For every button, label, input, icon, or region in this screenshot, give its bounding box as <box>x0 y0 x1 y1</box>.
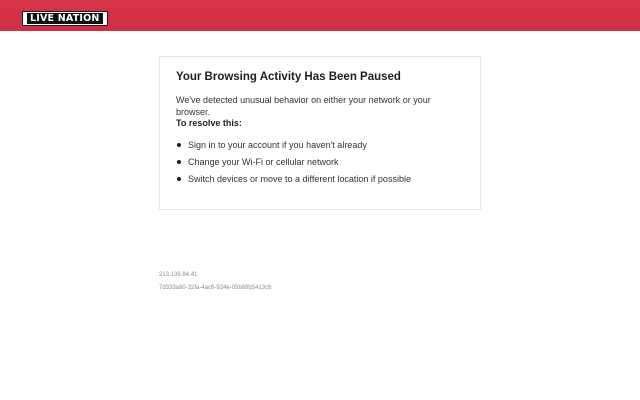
list-item <box>176 140 411 157</box>
step-text: Switch devices or move to a different location if possible <box>188 174 411 184</box>
ip-address: 213.136.84.41 <box>159 272 198 278</box>
step-text: Change your Wi-Fi or cellular network <box>188 157 339 167</box>
bullet-icon <box>177 177 181 181</box>
reference-id: 7d333a80-32fa-4ac6-924e-05b89b5413c6 <box>159 285 272 291</box>
logo-text: LIVE NATION <box>27 13 103 24</box>
list-item <box>176 157 411 174</box>
bullet-icon <box>177 160 181 164</box>
paused-notice-card <box>159 56 481 210</box>
card-message: We've detected unusual behavior on either your network or your browser. <box>176 95 431 117</box>
resolve-heading: To resolve this: <box>176 118 242 128</box>
card-title: Your Browsing Activity Has Been Paused <box>176 71 401 83</box>
step-text: Sign in to your account if you haven't already <box>188 140 367 150</box>
top-header-bar <box>0 0 640 31</box>
live-nation-logo[interactable] <box>22 11 108 26</box>
list-item <box>176 174 411 191</box>
bullet-icon <box>177 143 181 147</box>
resolve-steps-list <box>176 140 411 191</box>
